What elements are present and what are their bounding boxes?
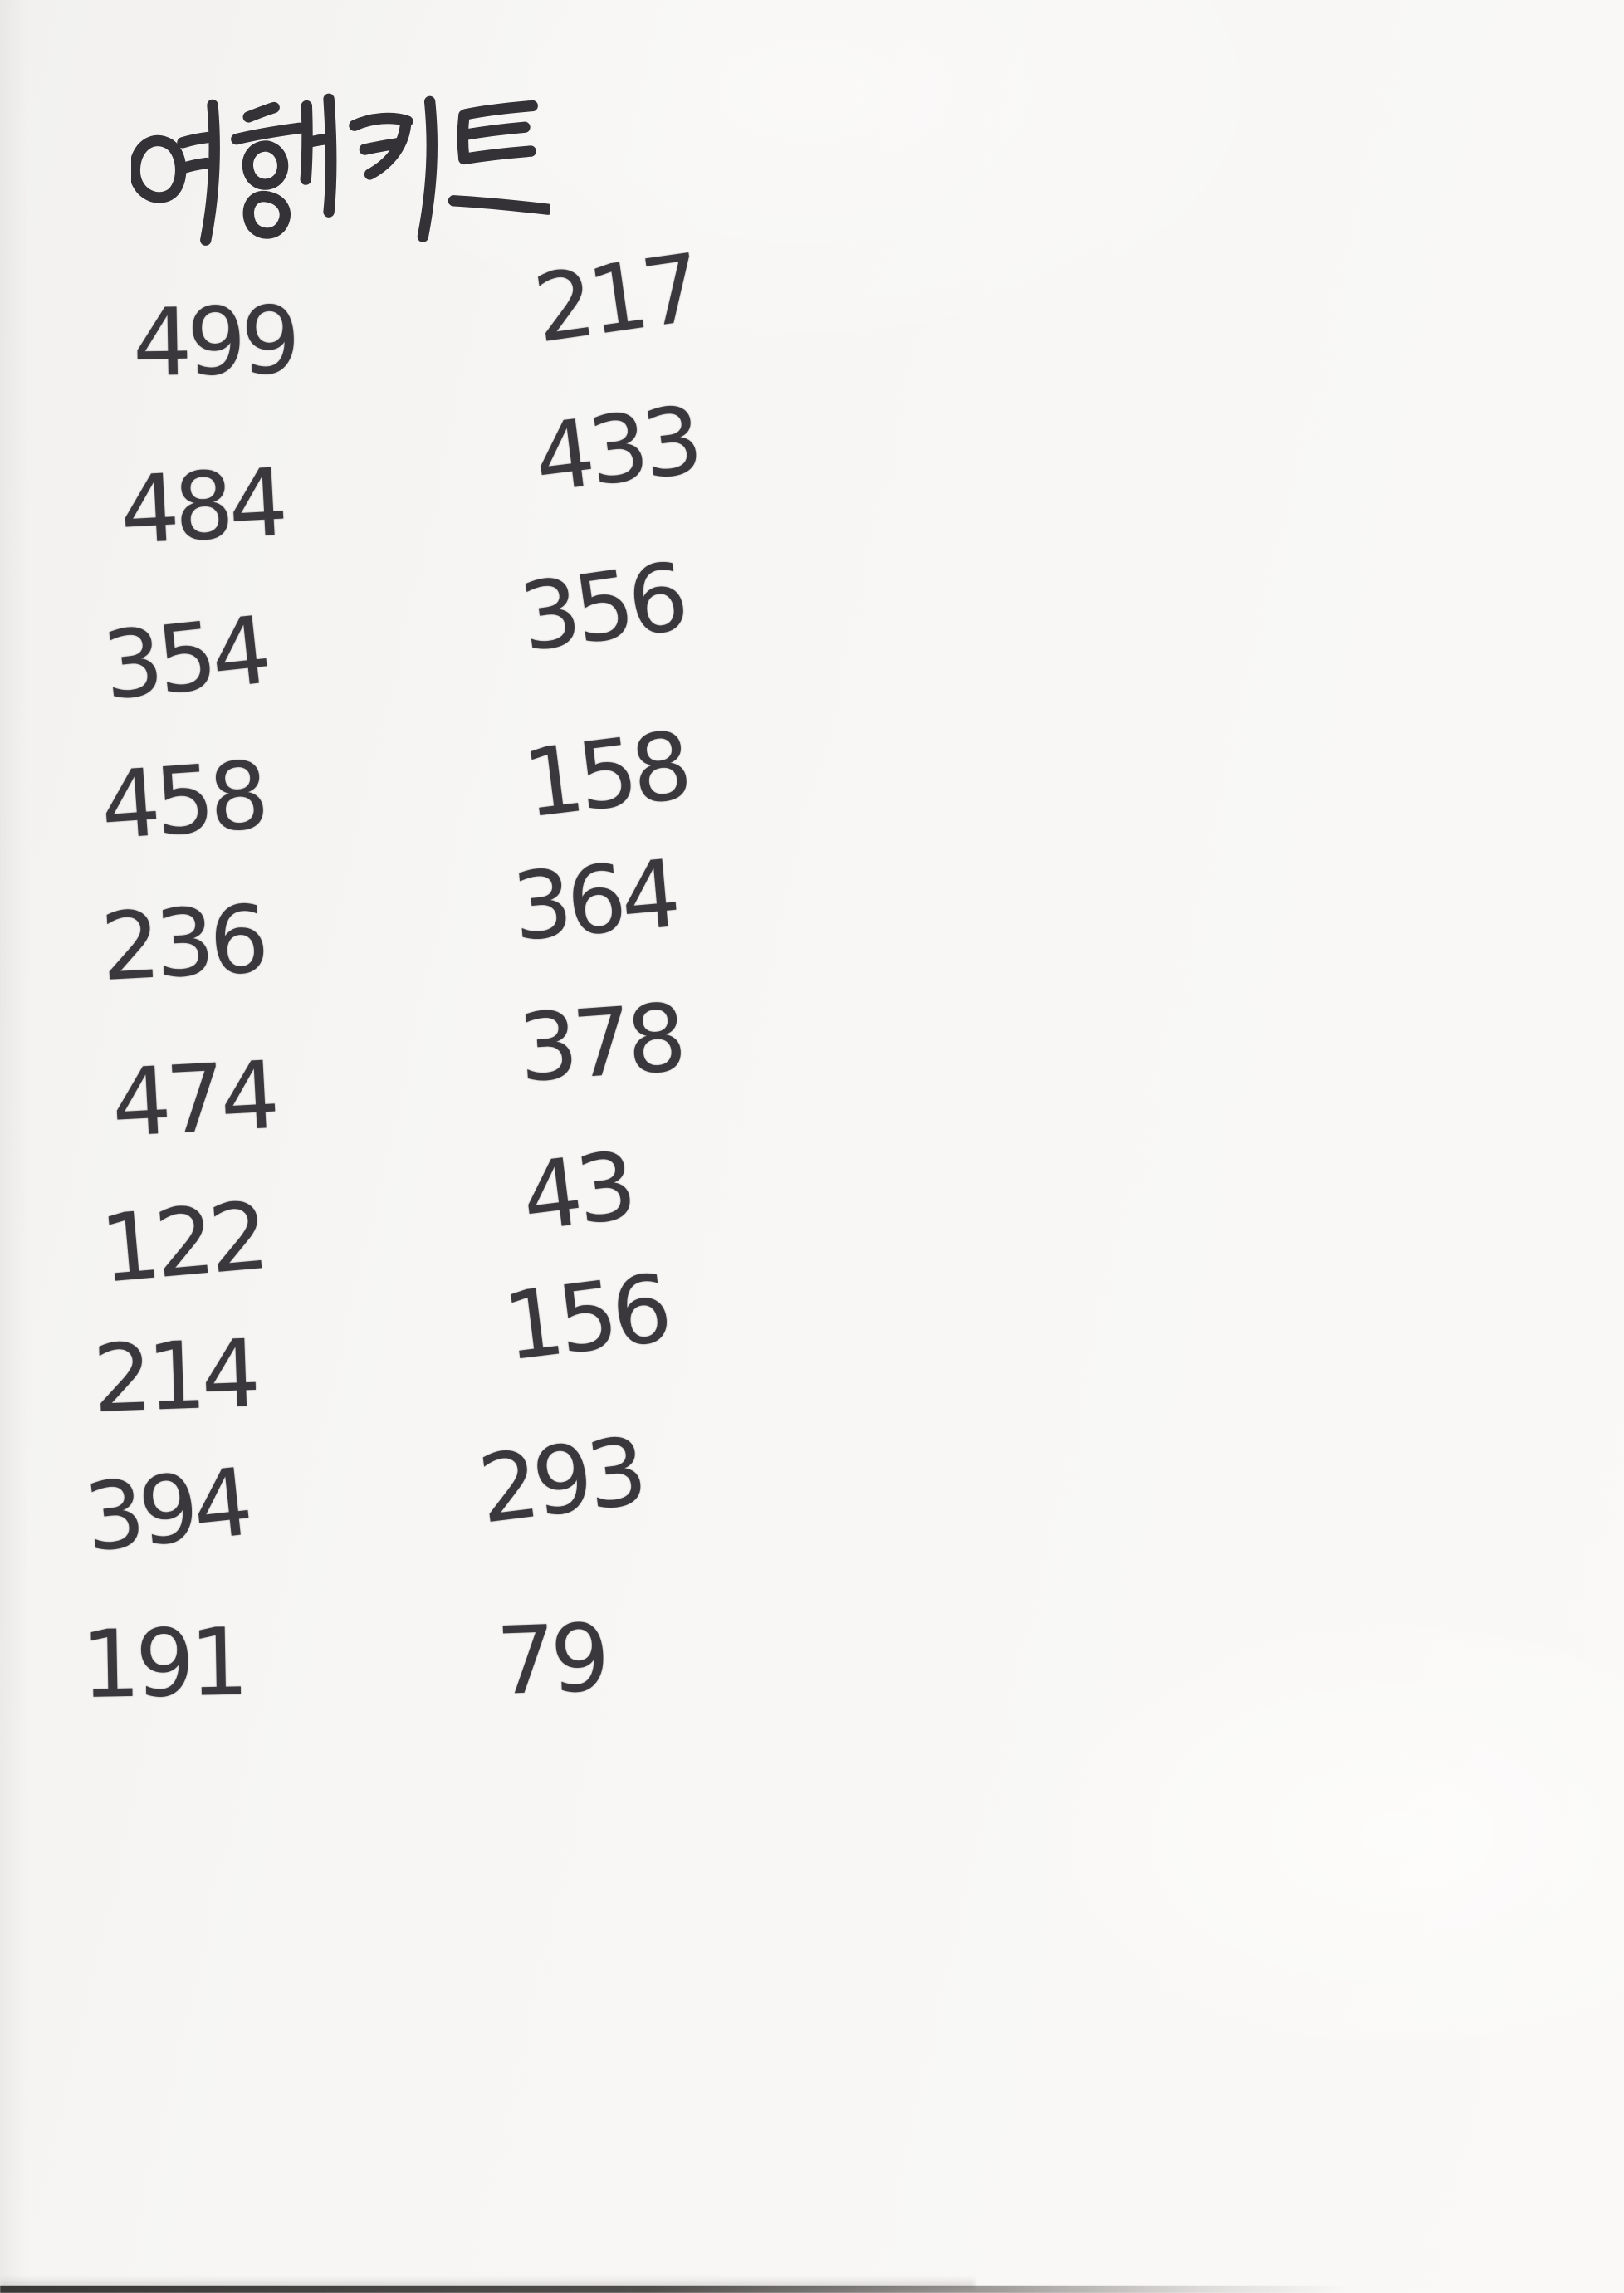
paper-bottom-edge xyxy=(0,2286,1624,2293)
number-entry: 217 xyxy=(527,234,704,364)
number-entry: 394 xyxy=(80,1448,253,1573)
number-entry: 156 xyxy=(498,1254,673,1382)
number-entry: 356 xyxy=(513,543,690,673)
number-entry: 158 xyxy=(518,711,693,839)
number-entry: 79 xyxy=(494,1604,607,1716)
number-entry: 191 xyxy=(80,1608,245,1719)
number-entry: 122 xyxy=(96,1182,268,1304)
note-title-handwriting xyxy=(131,91,550,262)
number-entry: 214 xyxy=(90,1320,257,1434)
number-entry: 236 xyxy=(98,885,267,1002)
number-entry: 484 xyxy=(117,448,286,565)
number-entry: 378 xyxy=(515,984,685,1103)
note-title-text xyxy=(550,91,551,92)
number-entry: 293 xyxy=(473,1417,648,1545)
note-title xyxy=(131,91,550,262)
number-entry: 474 xyxy=(109,1041,277,1158)
number-entry: 433 xyxy=(529,386,704,514)
number-entry: 354 xyxy=(98,596,271,721)
number-entry: 364 xyxy=(508,840,680,962)
number-entry: 499 xyxy=(131,286,296,398)
number-entry: 43 xyxy=(516,1132,638,1253)
number-entry: 458 xyxy=(97,741,267,861)
